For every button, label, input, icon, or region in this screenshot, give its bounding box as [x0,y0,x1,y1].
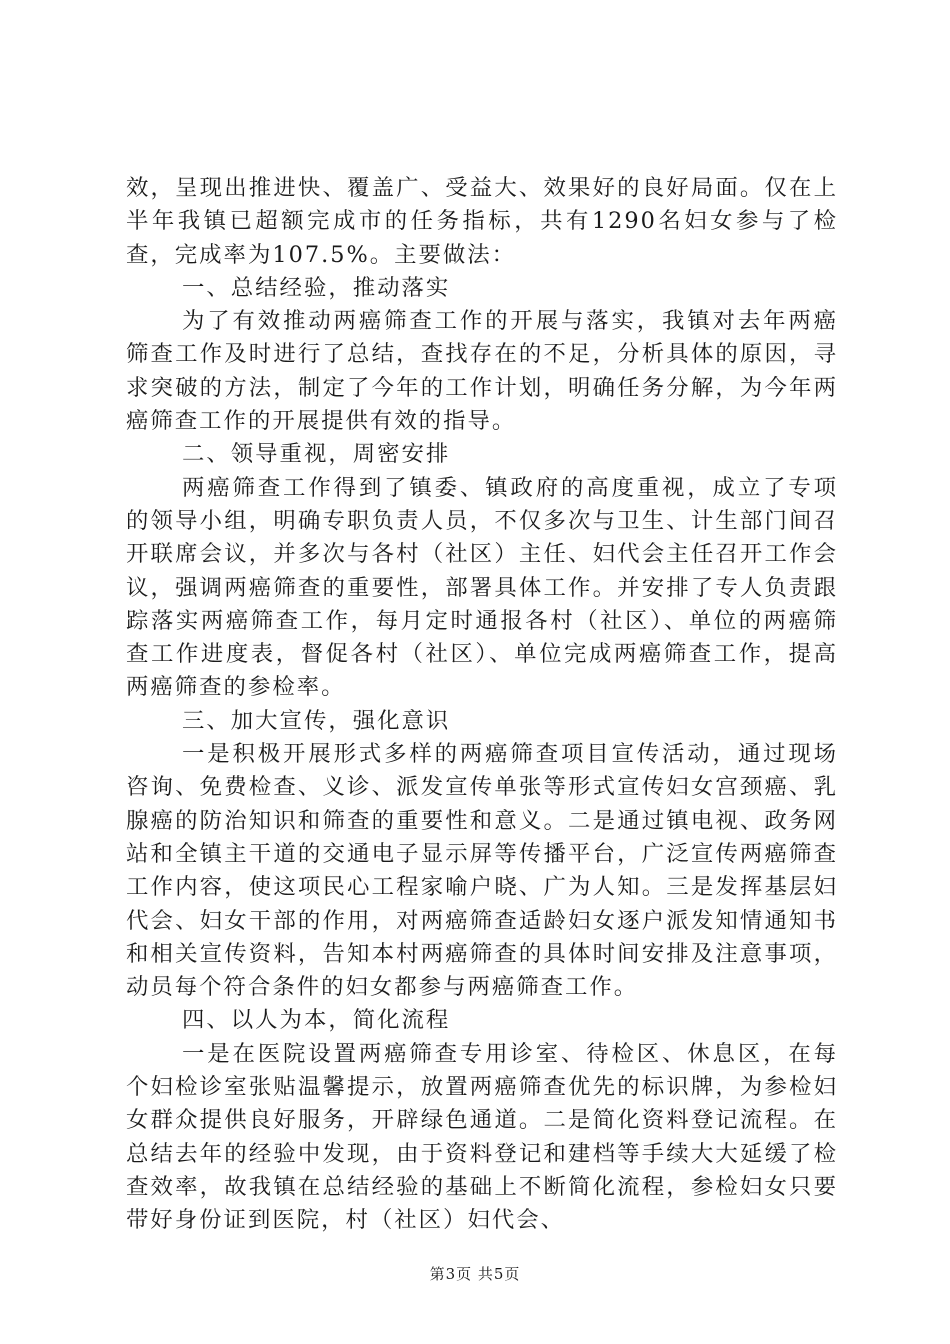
section-heading-2: 二、领导重视，周密安排 [182,441,451,468]
paragraph-section-1: 为了有效推动两癌筛查工作的开展与落实，我镇对去年两癌筛查工作及时进行了总结，查找存在的不足，分析具体的原因，寻求突破的方法，制定了今年的工作计划，明确任务分解，为今年两癌筛查工作的开展提供有效的指导。 [126,308,838,435]
section-heading-3: 三、加大宣传，强化意识 [182,707,451,734]
paragraph-section-2: 两癌筛查工作得到了镇委、镇政府的高度重视，成立了专项的领导小组，明确专职负责人员，不仅多次与卫生、计生部门间召开联席会议，并多次与各村（社区）主任、妇代会主任召开工作会议，强调两癌筛查的重要性，部署具体工作。并安排了专人负责跟踪落实两癌筛查工作，每月定时通报各村（社区）、单位的两癌筛查工作进度表，督促各村（社区）、单位完成两癌筛查工作，提高两癌筛查的参检率。 [126,474,838,701]
paragraph-section-4: 一是在医院设置两癌筛查专用诊室、待检区、休息区，在每个妇检诊室张贴温馨提示，放置两癌筛查优先的标识牌，为参检妇女群众提供良好服务，开辟绿色通道。二是简化资料登记流程。在总结去年的经验中发现，由于资料登记和建档等手续大大延缓了检查效率，故我镇在总结经验的基础上不断简化流程，参检妇女只要带好身份证到医院，村（社区）妇代会、 [126,1040,838,1234]
section-heading-4: 四、以人为本，简化流程 [182,1007,451,1034]
section-heading-1: 一、总结经验，推动落实 [182,274,451,301]
page-number-footer: 第3页 共5页 [429,1265,521,1283]
paragraph-continuation: 效，呈现出推进快、覆盖广、受益大、效果好的良好局面。仅在上半年我镇已超额完成市的任务指标，共有1290名妇女参与了检查，完成率为107.5%。主要做法： [126,175,838,268]
document-body [126,172,838,1238]
paragraph-section-3: 一是积极开展形式多样的两癌筛查项目宣传活动，通过现场咨询、免费检查、义诊、派发宣传单张等形式宣传妇女宫颈癌、乳腺癌的防治知识和筛查的重要性和意义。二是通过镇电视、政务网站和全镇主干道的交通电子显示屏等传播平台，广泛宣传两癌筛查工作内容，使这项民心工程家喻户晓、广为人知。三是发挥基层妇代会、妇女干部的作用，对两癌筛查适龄妇女逐户派发知情通知书和相关宣传资料，告知本村两癌筛查的具体时间安排及注意事项，动员每个符合条件的妇女都参与两癌筛查工作。 [126,741,838,1001]
